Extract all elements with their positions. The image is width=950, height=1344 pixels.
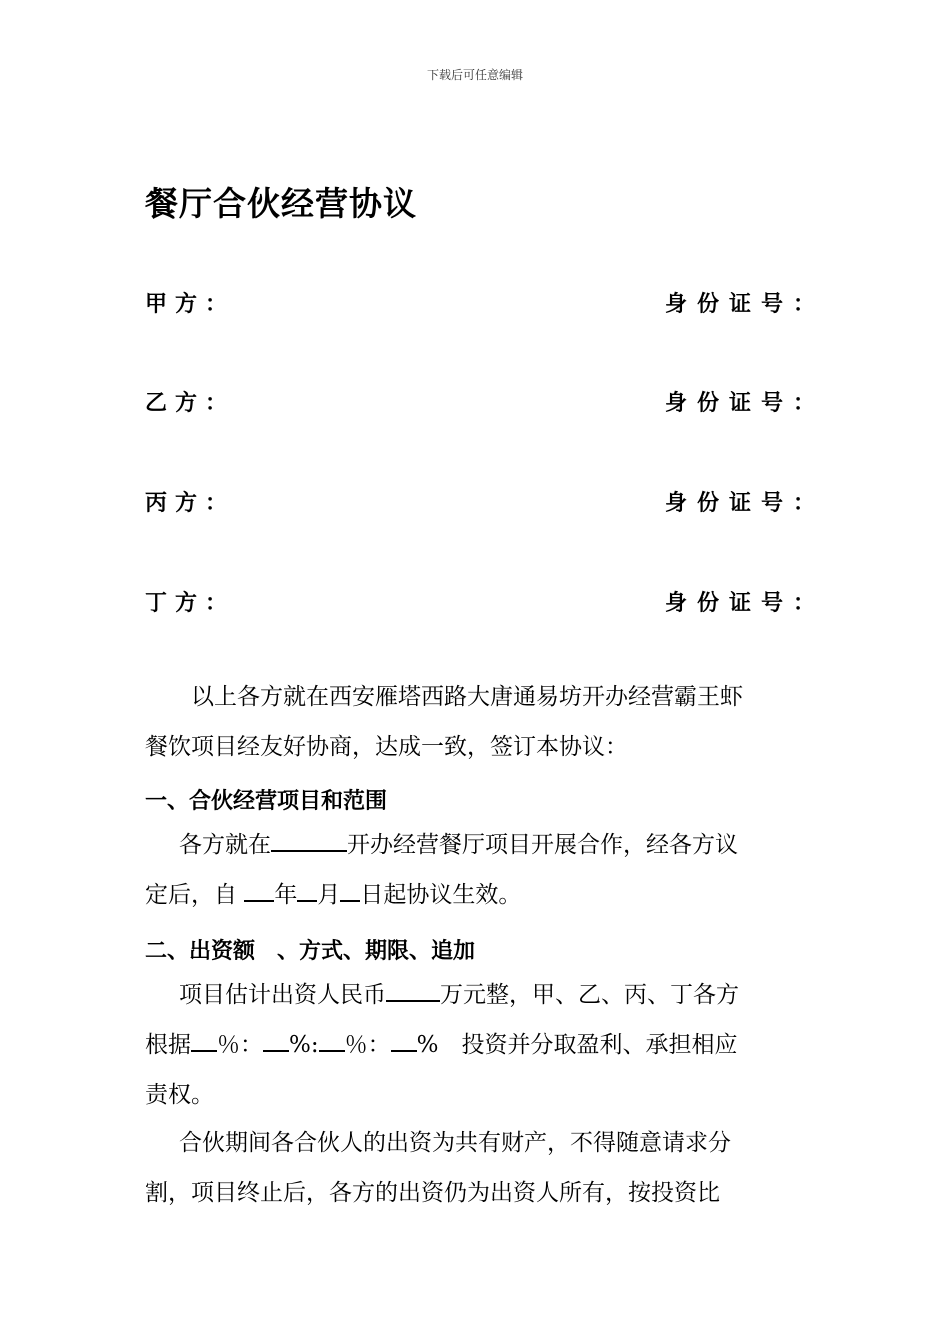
party-d-id-label: 身份证号： <box>664 591 825 616</box>
text-segment: %: <box>289 1032 319 1058</box>
party-b-id-label: 身份证号： <box>664 391 825 416</box>
intro-line-1: 以上各方就在西安雁塔西路大唐通易坊开办经营霸王虾 <box>191 684 743 710</box>
text-segment: 各方就在 <box>179 832 271 858</box>
blank-ratio-b <box>263 1026 289 1052</box>
intro-paragraph <box>145 672 810 772</box>
party-row-d <box>145 586 825 626</box>
text-segment: 开办经营餐厅项目开展合作，经各方议 <box>347 832 738 858</box>
blank-amount <box>386 976 440 1002</box>
blank-day <box>340 876 360 902</box>
section-2-line-1 <box>145 970 810 1020</box>
blank-month <box>297 876 317 902</box>
text-segment: % 投资并分取盈利、承担相应 <box>416 1032 738 1058</box>
section-1-paragraph <box>145 820 810 920</box>
party-row-c <box>145 486 825 526</box>
section-2-paragraph-2 <box>145 1118 810 1218</box>
section-2-heading: 二、出资额 、方式、期限、追加 <box>145 939 476 964</box>
section-2-paragraph-1 <box>145 970 810 1120</box>
text-segment: 日起协议生效。 <box>360 882 522 908</box>
text-segment: 万元整，甲、乙、丙、丁各方 <box>440 982 739 1008</box>
party-b-label: 乙方： <box>145 391 236 416</box>
blank-ratio-c <box>319 1026 345 1052</box>
party-a-id-label: 身份证号： <box>664 292 825 317</box>
party-row-b <box>145 386 825 426</box>
section-2-line-2 <box>145 1020 810 1070</box>
text-segment: ％： <box>344 1032 391 1058</box>
intro-line-2: 餐饮项目经友好协商，达成一致，签订本协议： <box>145 734 628 760</box>
text-segment: 年 <box>274 882 298 908</box>
text-segment: 月 <box>317 882 341 908</box>
text-segment: ％： <box>217 1032 263 1058</box>
section-1-heading: 一、合伙经营项目和范围 <box>145 789 388 814</box>
text-segment: 定后，自 <box>145 882 245 908</box>
party-c-label: 丙方： <box>145 491 236 516</box>
party-row-a <box>145 287 825 327</box>
party-c-id-label: 身份证号： <box>664 491 825 516</box>
blank-ratio-d <box>391 1026 417 1052</box>
section-2-p2-line-1: 合伙期间各合伙人的出资为共有财产，不得随意请求分 <box>179 1130 731 1156</box>
section-2-line-3: 责权。 <box>145 1082 214 1108</box>
document-title: 餐厅合伙经营协议 <box>145 184 417 223</box>
blank-location <box>271 826 347 852</box>
header-note: 下载后可任意编辑 <box>426 68 523 82</box>
section-2-p2-line-2: 割，项目终止后，各方的出资仍为出资人所有，按投资比 <box>145 1180 720 1206</box>
blank-ratio-a <box>191 1026 217 1052</box>
section-1-line-1 <box>145 820 810 870</box>
party-d-label: 丁方： <box>145 591 236 616</box>
party-a-label: 甲方： <box>145 292 236 317</box>
text-segment: 根据 <box>145 1032 191 1058</box>
section-1-line-2 <box>145 870 810 920</box>
blank-year <box>244 876 274 902</box>
text-segment: 项目估计出资人民币 <box>179 982 386 1008</box>
